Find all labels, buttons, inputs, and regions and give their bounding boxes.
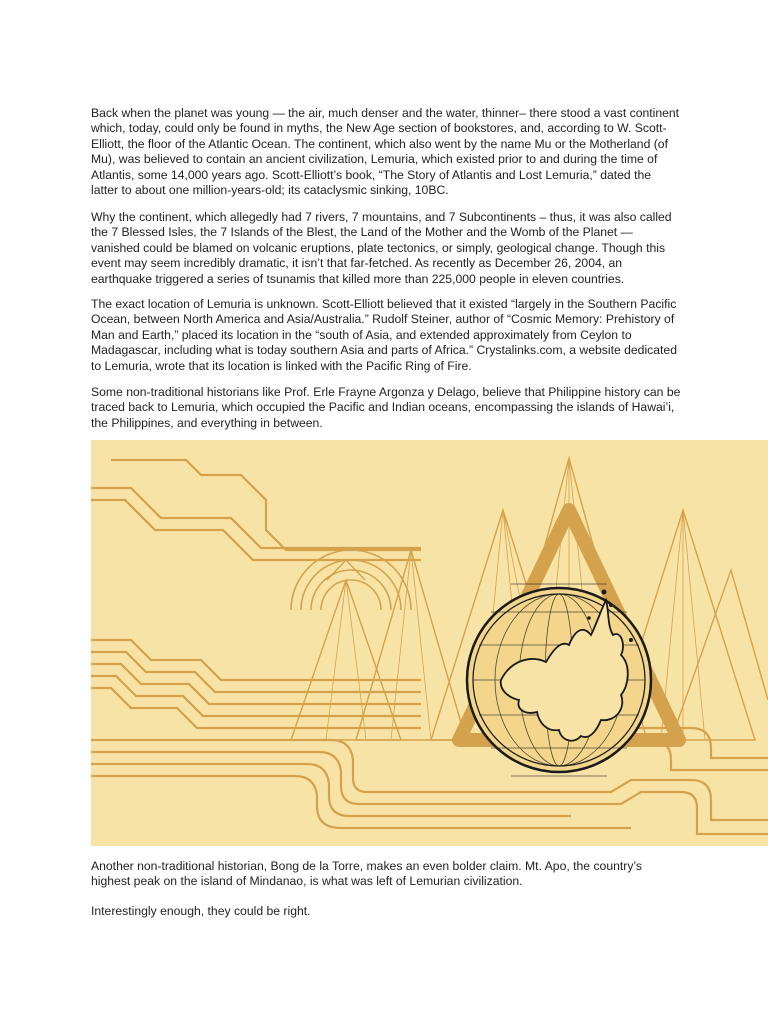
paragraph-5: Another non-traditional historian, Bong de la Torre, makes an even bolder claim. Mt. Apo, the country’s highest peak on the island of Mindanao, is what was left of Lemurian civilization. bbox=[91, 859, 642, 889]
globe bbox=[467, 584, 651, 776]
paragraph-1: Back when the planet was young — the air, much denser and the water, thinner– there stood a vast continent which, today, could only be found in myths, the New Age section of bookstores, and, according to W. Scott-Elliott, the floor of the Atlantic Ocean. The continent, which also went by the name Mu or the Motherland (of Mu), was believed to contain an ancient civilization, Lemuria, which existed prior to and during the time of Atlantis, some 14,000 years ago. Scott-Elliott’s book, “The Story of Atlantis and Lost Lemuria,” dated the latter to about one million-years-old; its cataclysmic sinking, 10BC. bbox=[91, 106, 680, 198]
illustration-background bbox=[91, 440, 768, 846]
lemuria-illustration bbox=[91, 440, 768, 846]
paragraph-3: The exact location of Lemuria is unknown. Scott-Elliott believed that it existed “largely in the Southern Pacific Ocean, between North America and Asia/Australia.” Rudolf Steiner, author of “Cosmic Memory: Prehistory of Man and Earth,” placed its location in the “south of Asia, and extended approximately from Ceylon to Madagascar, including what is today southern Asia and parts of Africa.” Crystalinks.com, a website dedicated to Lemuria, wrote that its location is linked with the Pacific Ring of Fire. bbox=[91, 297, 677, 373]
paragraph-6: Interestingly enough, they could be right. bbox=[91, 904, 311, 918]
paragraph-4: Some non-traditional historians like Prof. Erle Frayne Argonza y Delago, believe that Philippine history can be traced back to Lemuria, which occupied the Pacific and Indian oceans, encompassing the islands of Hawai’i, the Philippines, and everything in between. bbox=[91, 385, 681, 430]
paragraph-2: Why the continent, which allegedly had 7 rivers, 7 mountains, and 7 Subcontinents – thus, it was also called the 7 Blessed Isles, the 7 Islands of the Blest, the Land of the Mother and the Womb of the Planet — vanished could be blamed on volcanic eruptions, plate tectonics, or simply, geological change. Though this event may seem incredibly dramatic, it isn’t that far-fetched. As recently as December 26, 2004, an earthquake triggered a series of tsunamis that killed more than 225,000 people in eleven countries. bbox=[91, 210, 672, 286]
pyramids-globe-artwork bbox=[91, 440, 768, 846]
